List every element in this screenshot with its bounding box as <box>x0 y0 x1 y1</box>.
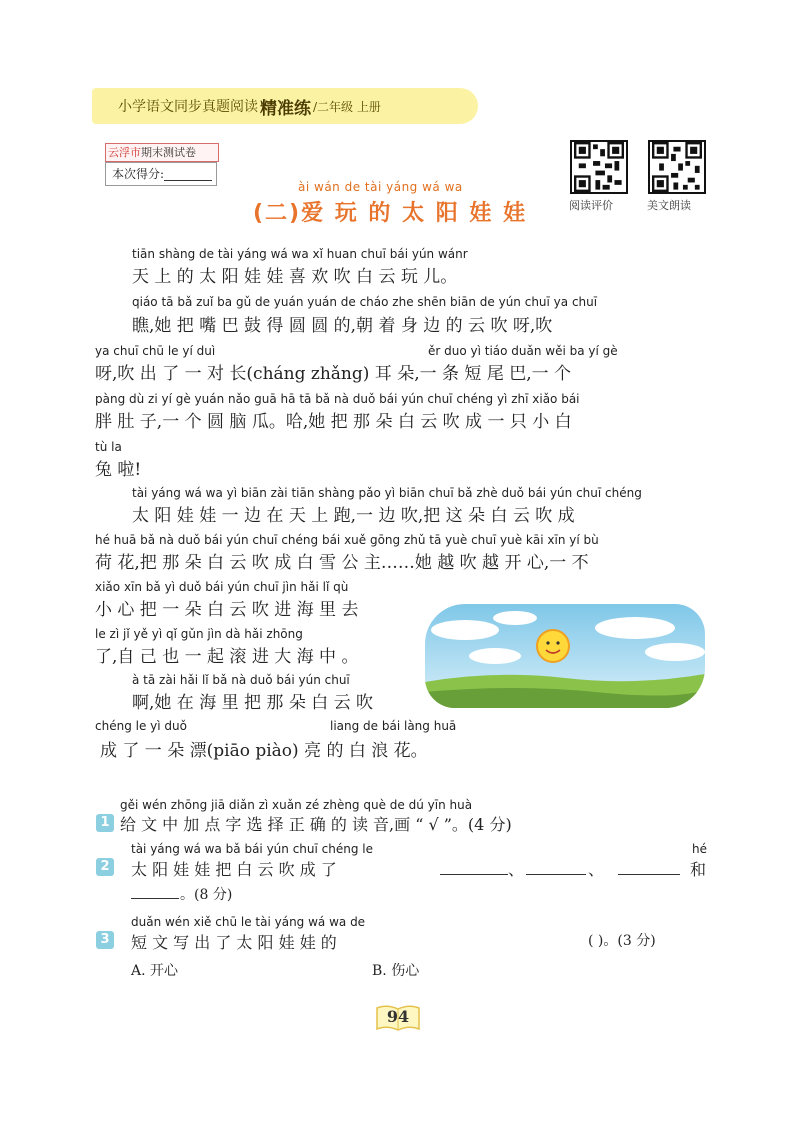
q2-pinyin: tài yáng wá wa bǎ bái yún chuī chéng le <box>131 842 373 856</box>
pinyin-line: ya chuī chū le yí duì <box>95 344 216 358</box>
q1-pinyin: gěi wén zhōng jiā diǎn zì xuǎn zé zhèng què de dú yīn huà <box>120 798 473 812</box>
pinyin-line: xiǎo xīn bǎ yì duǒ bái yún chuī jìn hǎi lǐ qù <box>95 580 349 594</box>
score-box <box>105 162 217 186</box>
q3-pinyin: duǎn wén xiě chū le tài yáng wá wa de <box>131 915 366 929</box>
q3-number-badge: 3 <box>96 931 114 949</box>
pinyin-line: chéng le yì duǒ <box>95 719 187 733</box>
qr-label-right: 美文朗读 <box>647 199 691 212</box>
text-line: 成 了 一 朵 漂(piāo piào) 亮 的 白 浪 花。 <box>100 741 428 761</box>
page-number-box <box>375 1002 421 1032</box>
q3-text: 短 文 写 出 了 太 阳 娃 娃 的 <box>131 933 337 952</box>
pinyin-line: tù la <box>95 440 122 454</box>
text-line: 荷 花,把 那 朵 白 云 吹 成 白 雪 公 主……她 越 吹 越 开 心,一 不 <box>95 553 589 573</box>
pinyin-line: qiáo tā bǎ zuǐ ba gǔ de yuán yuán de cháo zhe shēn biān de yún chuī ya chuī <box>132 295 598 309</box>
q2-pinyin-he: hé <box>692 842 707 856</box>
pinyin-line: liang de bái làng huā <box>330 719 457 733</box>
series-banner <box>92 88 478 124</box>
sun-sky-icon <box>425 604 705 708</box>
q2-blank-3[interactable] <box>618 874 680 875</box>
score-blank <box>164 168 212 181</box>
q1-text: 给 文 中 加 点 字 选 择 正 确 的 读 音,画 “ √ ”。(4 分) <box>120 815 512 834</box>
q2-number-badge: 2 <box>96 858 114 876</box>
text-line: 天 上 的 太 阳 娃 娃 喜 欢 吹 白 云 玩 儿。 <box>132 267 458 287</box>
text-line: 呀,吹 出 了 一 对 长(cháng zhǎng) 耳 朵,一 条 短 尾 巴,一 个 <box>95 364 572 384</box>
option-b[interactable]: B. 伤心 <box>372 963 420 979</box>
text-line: 太 阳 娃 娃 一 边 在 天 上 跑,一 边 吹,把 这 朵 白 云 吹 成 <box>132 506 575 526</box>
exam-badge <box>105 143 219 162</box>
qr-code-right[interactable] <box>648 140 706 194</box>
q1-number-badge: 1 <box>96 814 114 832</box>
text-line: 了,自 己 也 一 起 滚 进 大 海 中 。 <box>95 647 359 667</box>
pinyin-line: tiān shàng de tài yáng wá wa xǐ huan chuī bái yún wánr <box>132 247 468 261</box>
q2-text: 太 阳 娃 娃 把 白 云 吹 成 了 <box>131 860 337 879</box>
pinyin-line: ěr duo yì tiáo duǎn wěi ba yí gè <box>428 344 618 358</box>
q2-separator: 、 <box>508 860 525 879</box>
q2-blank-1[interactable] <box>440 874 508 875</box>
qr-code-left[interactable] <box>570 140 628 194</box>
pinyin-line: le zì jǐ yě yì qǐ gǔn jìn dà hǎi zhōng <box>95 627 303 641</box>
q3-answer-paren[interactable]: ( )。(3 分) <box>588 933 656 949</box>
q2-blank-2[interactable] <box>526 874 586 875</box>
text-line: 啊,她 在 海 里 把 那 朵 白 云 吹 <box>132 693 374 713</box>
text-line: 胖 肚 子,一 个 圆 脑 瓜。哈,她 把 那 朵 白 云 吹 成 一 只 小 白 <box>95 412 572 432</box>
qr-label-left: 阅读评价 <box>569 199 613 212</box>
exam-city: 云浮市 <box>108 146 141 159</box>
page-number: 94 <box>386 1007 410 1026</box>
pinyin-line: tài yáng wá wa yì biān zài tiān shàng pǎo yì biān chuī bǎ zhè duǒ bái yún chuī chéng <box>132 486 642 500</box>
q2-points: 。(8 分) <box>180 887 233 903</box>
series-strong: 精准练 <box>260 98 311 119</box>
text-line: 瞧,她 把 嘴 巴 鼓 得 圆 圆 的,朝 着 身 边 的 云 吹 呀,吹 <box>132 316 553 336</box>
title-pinyin: ài wán de tài yáng wá wa <box>298 180 463 194</box>
q2-blank-4[interactable] <box>131 898 179 899</box>
q2-separator: 、 <box>588 860 605 879</box>
qr-pattern-icon <box>650 142 704 192</box>
pinyin-line: pàng dù zi yí gè yuán nǎo guā hā tā bǎ nà duǒ bái yún chuī chéng yì zhī xiǎo bái <box>95 392 580 406</box>
q2-and: 和 <box>690 860 707 879</box>
score-label: 本次得分: <box>112 167 165 181</box>
pinyin-line: hé huā bǎ nà duǒ bái yún chuī chéng bái xuě gōng zhǔ tā yuè chuī yuè kāi xīn yí bù <box>95 533 599 547</box>
exam-type: 期末测试卷 <box>141 146 196 159</box>
text-line: 兔 啦! <box>95 460 142 480</box>
grade-label: /二年级 上册 <box>313 99 381 114</box>
series-title: 小学语文同步真题阅读 <box>118 99 258 115</box>
option-a[interactable]: A. 开心 <box>131 963 179 979</box>
qr-pattern-icon <box>572 142 626 192</box>
passage-title: (二)爱 玩 的 太 阳 娃 娃 <box>253 201 528 226</box>
text-line: 小 心 把 一 朵 白 云 吹 进 海 里 去 <box>95 600 359 620</box>
sun-illustration <box>425 604 705 708</box>
pinyin-line: à tā zài hǎi lǐ bǎ nà duǒ bái yún chuī <box>132 673 350 687</box>
